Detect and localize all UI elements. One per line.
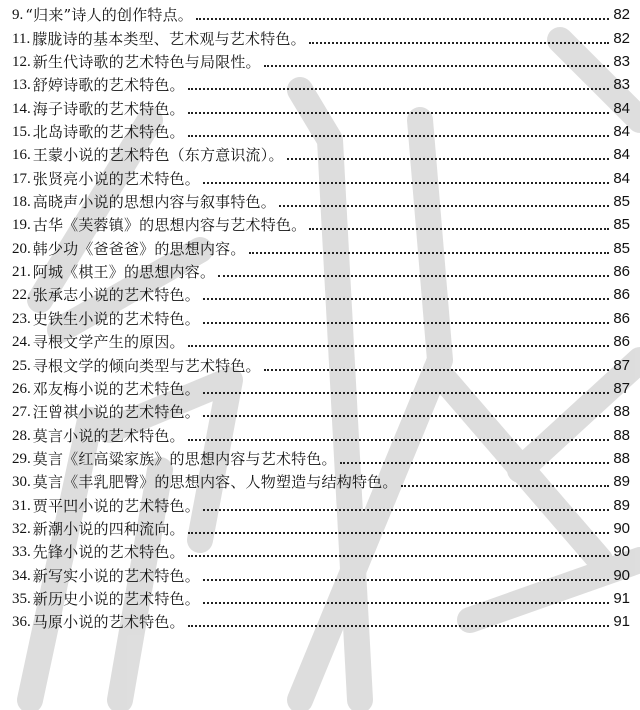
toc-entry-title: 古华《芙蓉镇》的思想内容与艺术特色。 bbox=[32, 216, 307, 235]
toc-entry-dot-leader bbox=[401, 485, 609, 487]
toc-entry[interactable] bbox=[12, 352, 630, 375]
toc-entry-number: 16. bbox=[12, 147, 31, 164]
toc-entry[interactable] bbox=[12, 562, 630, 585]
table-of-contents bbox=[12, 2, 630, 632]
toc-entry-page-number: 88 bbox=[613, 403, 630, 421]
toc-entry[interactable] bbox=[12, 49, 630, 72]
toc-entry-title: 莫言《红高粱家族》的思想内容与艺术特色。 bbox=[32, 449, 337, 468]
toc-entry-number: 12. bbox=[12, 54, 31, 71]
toc-entry-title: 新潮小说的四种流向。 bbox=[32, 519, 185, 538]
toc-entry[interactable] bbox=[12, 399, 630, 422]
toc-entry-page-number: 90 bbox=[613, 543, 630, 561]
toc-entry-number: 27. bbox=[12, 404, 31, 421]
toc-entry-number: 23. bbox=[12, 310, 31, 327]
toc-entry-page-number: 86 bbox=[613, 286, 630, 304]
toc-entry-dot-leader bbox=[203, 579, 609, 581]
toc-entry-dot-leader bbox=[249, 252, 609, 254]
toc-entry[interactable] bbox=[12, 142, 630, 165]
toc-entry-title: 北岛诗歌的艺术特色。 bbox=[32, 123, 185, 142]
toc-entry-title: 新历史小说的艺术特色。 bbox=[32, 589, 200, 608]
toc-entry[interactable] bbox=[12, 446, 630, 469]
toc-entry-page-number: 88 bbox=[613, 426, 630, 444]
toc-entry-page-number: 86 bbox=[613, 333, 630, 351]
toc-entry-number: 31. bbox=[12, 497, 31, 514]
toc-entry[interactable] bbox=[12, 25, 630, 48]
toc-entry-title: 高晓声小说的思想内容与叙事特色。 bbox=[32, 193, 276, 212]
toc-entry-title: 马原小说的艺术特色。 bbox=[32, 613, 185, 632]
toc-entry[interactable] bbox=[12, 212, 630, 235]
toc-entry-dot-leader bbox=[188, 112, 609, 114]
toc-entry-title: 舒婷诗歌的艺术特色。 bbox=[32, 76, 185, 95]
toc-entry[interactable] bbox=[12, 422, 630, 445]
toc-entry-dot-leader bbox=[188, 625, 609, 627]
toc-entry-dot-leader bbox=[264, 65, 609, 67]
toc-entry[interactable] bbox=[12, 376, 630, 399]
toc-entry-title: 莫言《丰乳肥臀》的思想内容、人物塑造与结构特色。 bbox=[32, 473, 398, 492]
toc-entry-page-number: 87 bbox=[613, 356, 630, 374]
toc-entry-page-number: 89 bbox=[613, 473, 630, 491]
toc-entry-dot-leader bbox=[309, 42, 609, 44]
toc-entry-number: 28. bbox=[12, 427, 31, 444]
toc-entry-number: 24. bbox=[12, 334, 31, 351]
toc-entry-page-number: 84 bbox=[613, 99, 630, 117]
toc-entry-page-number: 85 bbox=[613, 216, 630, 234]
toc-entry[interactable] bbox=[12, 72, 630, 95]
toc-entry-dot-leader bbox=[203, 298, 609, 300]
toc-entry-dot-leader bbox=[218, 275, 609, 277]
toc-entry-number: 17. bbox=[12, 170, 31, 187]
toc-entry-title: 海子诗歌的艺术特色。 bbox=[32, 99, 185, 118]
toc-entry[interactable] bbox=[12, 305, 630, 328]
toc-entry-dot-leader bbox=[188, 88, 609, 90]
toc-entry-number: 29. bbox=[12, 450, 31, 467]
toc-entry-page-number: 83 bbox=[613, 76, 630, 94]
toc-entry-title: 莫言小说的艺术特色。 bbox=[32, 426, 185, 445]
toc-entry-title: “归来”诗人的创作特点。 bbox=[25, 6, 193, 25]
toc-entry-page-number: 87 bbox=[613, 379, 630, 397]
toc-entry[interactable] bbox=[12, 329, 630, 352]
toc-entry-page-number: 90 bbox=[613, 519, 630, 537]
toc-entry-number: 19. bbox=[12, 217, 31, 234]
toc-entry-number: 35. bbox=[12, 590, 31, 607]
toc-entry-title: 邓友梅小说的艺术特色。 bbox=[32, 379, 200, 398]
toc-entry-page-number: 88 bbox=[613, 449, 630, 467]
toc-entry-number: 22. bbox=[12, 287, 31, 304]
toc-entry-number: 25. bbox=[12, 357, 31, 374]
toc-entry-title: 阿城《棋王》的思想内容。 bbox=[32, 263, 216, 282]
toc-entry-dot-leader bbox=[309, 228, 609, 230]
toc-entry-title: 朦胧诗的基本类型、艺术观与艺术特色。 bbox=[32, 29, 306, 48]
toc-entry-dot-leader bbox=[203, 602, 609, 604]
toc-entry[interactable] bbox=[12, 235, 630, 258]
toc-entry-number: 15. bbox=[12, 124, 31, 141]
toc-entry-number: 33. bbox=[12, 544, 31, 561]
toc-entry-page-number: 90 bbox=[613, 566, 630, 584]
toc-entry-title: 新写实小说的艺术特色。 bbox=[32, 566, 200, 585]
toc-entry[interactable] bbox=[12, 282, 630, 305]
toc-entry-page-number: 91 bbox=[613, 589, 630, 607]
toc-entry-dot-leader bbox=[279, 205, 609, 207]
toc-entry-title: 史铁生小说的艺术特色。 bbox=[32, 309, 200, 328]
toc-entry-dot-leader bbox=[203, 322, 609, 324]
toc-entry-title: 新生代诗歌的艺术特色与局限性。 bbox=[32, 53, 261, 72]
toc-entry-page-number: 85 bbox=[613, 193, 630, 211]
toc-entry-number: 26. bbox=[12, 380, 31, 397]
toc-entry[interactable] bbox=[12, 259, 630, 282]
toc-entry[interactable] bbox=[12, 189, 630, 212]
toc-entry-page-number: 89 bbox=[613, 496, 630, 514]
toc-entry-page-number: 83 bbox=[613, 53, 630, 71]
toc-entry-number: 34. bbox=[12, 567, 31, 584]
toc-entry-number: 13. bbox=[12, 77, 31, 94]
toc-entry-dot-leader bbox=[188, 555, 609, 557]
toc-entry-dot-leader bbox=[188, 532, 609, 534]
toc-entry-page-number: 82 bbox=[613, 29, 630, 47]
toc-entry-dot-leader bbox=[196, 18, 609, 20]
toc-entry[interactable] bbox=[12, 95, 630, 118]
toc-entry-dot-leader bbox=[203, 415, 609, 417]
toc-entry-dot-leader bbox=[188, 135, 609, 137]
toc-entry-number: 36. bbox=[12, 614, 31, 631]
toc-entry-page-number: 85 bbox=[613, 239, 630, 257]
toc-entry-page-number: 86 bbox=[613, 263, 630, 281]
toc-entry[interactable] bbox=[12, 586, 630, 609]
toc-entry-dot-leader bbox=[203, 392, 609, 394]
toc-entry-title: 贾平凹小说的艺术特色。 bbox=[32, 496, 200, 515]
toc-entry-dot-leader bbox=[188, 345, 609, 347]
toc-entry-number: 9. bbox=[12, 7, 24, 24]
toc-entry-number: 30. bbox=[12, 474, 31, 491]
toc-entry[interactable] bbox=[12, 516, 630, 539]
toc-entry-dot-leader bbox=[203, 509, 609, 511]
toc-entry-page-number: 86 bbox=[613, 309, 630, 327]
toc-entry-title: 张承志小说的艺术特色。 bbox=[32, 286, 200, 305]
toc-entry-number: 18. bbox=[12, 194, 31, 211]
toc-entry-title: 寻根文学的倾向类型与艺术特色。 bbox=[32, 356, 261, 375]
toc-entry-number: 11. bbox=[12, 30, 31, 47]
toc-entry-number: 14. bbox=[12, 100, 31, 117]
toc-entry-page-number: 84 bbox=[613, 146, 630, 164]
toc-entry-dot-leader bbox=[340, 462, 609, 464]
toc-entry-page-number: 91 bbox=[613, 613, 630, 631]
toc-entry[interactable] bbox=[12, 2, 630, 25]
toc-entry-number: 32. bbox=[12, 520, 31, 537]
toc-entry-title: 王蒙小说的艺术特色（东方意识流）。 bbox=[32, 146, 284, 165]
toc-entry[interactable] bbox=[12, 539, 630, 562]
toc-entry-dot-leader bbox=[287, 158, 609, 160]
toc-entry[interactable] bbox=[12, 469, 630, 492]
toc-entry-title: 韩少功《爸爸爸》的思想内容。 bbox=[32, 239, 246, 258]
toc-entry-page-number: 84 bbox=[613, 123, 630, 141]
toc-entry[interactable] bbox=[12, 165, 630, 188]
toc-entry-number: 20. bbox=[12, 240, 31, 257]
toc-entry-page-number: 84 bbox=[613, 169, 630, 187]
toc-entry-title: 张贤亮小说的艺术特色。 bbox=[32, 169, 200, 188]
toc-entry-dot-leader bbox=[203, 182, 609, 184]
toc-entry-number: 21. bbox=[12, 264, 31, 281]
toc-entry[interactable] bbox=[12, 119, 630, 142]
toc-entry-page-number: 82 bbox=[613, 6, 630, 24]
toc-entry-dot-leader bbox=[188, 439, 609, 441]
toc-entry-title: 先锋小说的艺术特色。 bbox=[32, 543, 185, 562]
toc-entry-title: 汪曾祺小说的艺术特色。 bbox=[32, 403, 200, 422]
toc-entry-dot-leader bbox=[264, 369, 609, 371]
toc-entry[interactable] bbox=[12, 492, 630, 515]
toc-entry-title: 寻根文学产生的原因。 bbox=[32, 333, 185, 352]
toc-entry[interactable] bbox=[12, 609, 630, 632]
